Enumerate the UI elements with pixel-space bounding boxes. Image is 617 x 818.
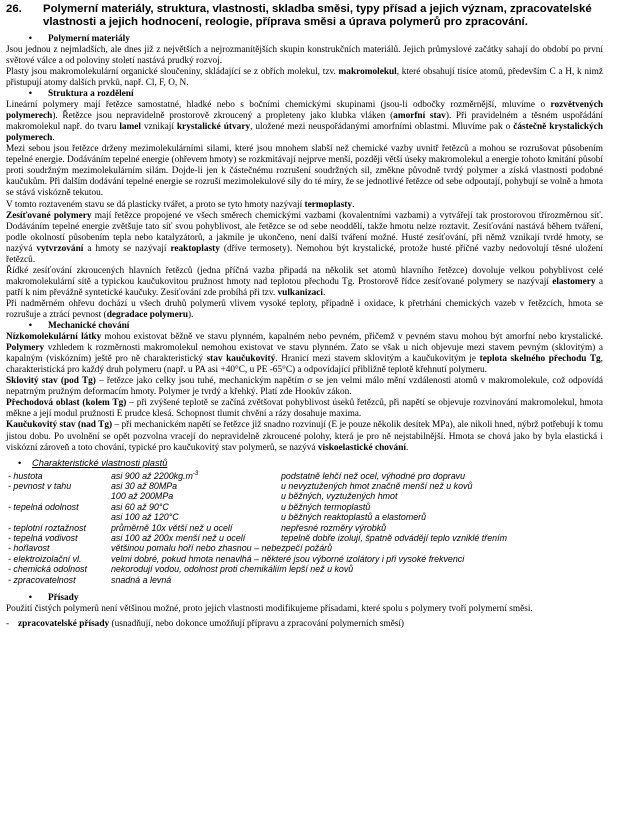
table-row: - chemická odolnost nekorodují vodou, odolnost proti chemikáliím lepší než u kovů [8,564,354,575]
paragraph: Řídké zesíťování zkroucených hlavních řetězců (jedna příčná vazba připadá na několik set atomů hlavního řetězce) dovoluje velkou pohyblivost celé makromolekulární sítě a typickou kaučukovitou pružnost hmoty nad teplotou přechodu Tg. Prostorově řídce zesíťované polymery se nazývají elastomery a patří k nim převážně syntetické kaučuky. Zesíťování zde probíhá při tzv. vulkanizaci. [6,265,603,298]
paragraph: Sklovitý stav (pod Tg) – řetězce jako celky jsou tuhé, mechanickým napětím σ se jen velmi málo mění vzdálenosti atomů v makromolekule, což odpovídá nepatrným pružným deformacím hmoty. Polymer je tvrdý a křehký. Platí zde Hookův zákon. [6,376,603,398]
paragraph: Nízkomolekulární látky mohou existovat běžně ve stavu plynném, kapalném nebo pevném, přičemž v pevném stavu mohou být amorfní nebo krystalické. Polymery vzhledem k rozměrnosti makromolekul nemohou existovat ve stavu plynném. Zato se však u nich objevuje mezi stavem pevným (sklovitým) a kapalným (viskózním) ještě pro ně charakteristický stav kaučukovitý. Hranicí mezi stavem sklovitým a kaučukovitým je teplota skelného přechodu Tg, charakteristická pro každý druh polymeru (např. u PA asi +40°C, u PE -65°C) a odpovídající přibližně teplotě křehnutí polymeru. [6,332,603,376]
dash-marker: - [6,619,10,630]
bullet-icon: • [18,457,22,468]
section-heading-properties: • Charakteristické vlastnosti plastů [6,458,603,469]
section-heading-mechanical: • Mechanické chování [6,321,603,332]
paragraph: Zesíťované polymery mají řetězce propojené ve všech směrech chemickými vazbami (kovalentními vazbami) a vytvářejí tak prostorovou třírozměrnou síť. Dodáváním tepelné energie zvětšuje tato síť svou pohyblivost, ale řetězce se od sebe neoddělí, takže hmotu nelze roztavit. Zesíťování nastává během tváření, podle okolností působením tepla nebo katalyzátorů, a jakmile je ukončeno, není další tváření možné. Husté zesíťování, při němž vznikají tvrdé hmoty, se nazývá vytvrzování a hmoty se nazývají reaktoplasty (dříve termosety). Nemohou být krystalické, protože husté příčné vazby nedovolují těsné uložení řetězců. [6,210,603,265]
properties-table [8,471,507,585]
table-row: asi 100 až 120°C u běžných reaktoplastů a elastomerů [111,512,427,523]
table-row: - tepelná vodivost asi 100 až 200x menší než u ocelí tepelně dobře izolují, špatně odvádějí teplo vzniklé třením [8,533,507,544]
table-row: - teplotní roztažnost průměrně 10x větší než u ocelí nepřesné rozměry výrobků [8,522,387,533]
paragraph: V tomto roztaveném stavu se dá plasticky tvářet, a proto se tyto hmoty nazývají termoplasty. [6,199,355,210]
document-body [6,34,603,630]
bullet-icon: • [28,33,32,44]
question-number: 26. [6,3,22,15]
table-row: - zpracovatelnost snadná a levná [8,574,172,585]
table-row: - hustota asi 900 až $2200kg.m^{-3}$ podstatně lehčí než ocel, výhodné pro dopravu [8,470,466,481]
bullet-icon: • [28,89,32,100]
bullet-icon: • [28,593,32,604]
table-row: - tepelná odolnost asi 60 až 90°C u běžných termoplastů [8,501,371,512]
paragraph: Jsou jednou z nejmladších, ale dnes již z největších a nejrozmanitějších skupin konstrukčních materiálů. Jejich průmyslové začátky sahají do období po první světové válce a od poloviny století nastává prudký rozvoj. [6,44,603,66]
paragraph: Lineární polymery mají řetězce samostatné, hladké nebo s bočními chemickými skupinami (jsou-li odbočky rozměrnější, mluvíme o rozvětvených polymerech). Řetězce jsou nepravidelně prostorově zkroucený a propleteny jako klubka vláken (amorfní stav). Při pravidelném a těsném uspořádání makromolekul např. do tvaru lamel vznikají krystalické útvary, uložené mezi neuspořádanými amorfními oblastmi. Mluvíme pak o částečně krystalických polymerech. [6,100,603,144]
section-heading-structure: • Struktura a rozdělení [6,89,603,100]
question-title: Polymerní materiály, struktura, vlastnosti, skladba směsi, typy přísad a jejich význam, zpracovatelské vlastnosti a jejich hodnocení, reologie, příprava směsi a úprava polymerů pro zpracování. [43,3,592,29]
paragraph: Přechodová oblast (kolem Tg) – při zvýšené teplotě se začíná zvětšovat pohyblivost úseků řetězců, při napětí se objevuje rozvinování makromolekul, hmota měkne a její modul pružnosti E prudce klesá. Schopnost tlumit chvění a rázy dosahuje maxima. [6,398,603,420]
paragraph: Plasty jsou makromolekulární organické sloučeniny, skládající se z obřích molekul, tzv. makromolekul, které obsahují tisíce atomů, především C a H, k nimž přistupují atomy dalších prvků, např. Cl, F, O, N. [6,66,603,88]
document-header [6,3,603,30]
section-heading-materials: • Polymerní materiály [6,34,603,45]
paragraph: Při nadměrném ohřevu dochází u všech druhů polymerů vlivem vysoké teploty, případně i oxidace, k přetrhání chemických vazeb v řetězcích, hmota se rozrušuje a ztrácí pevnost (degradace polymeru). [6,298,603,320]
paragraph: Použití čistých polymerů není většinou možné, proto jejich vlastnosti modifikujeme přísadami, které spolu s polymery tvoří polymerní směsi. [6,604,533,615]
section-heading-additives: • Přísady [6,593,603,604]
list-item: - zpracovatelské přísady (usnadňují, nebo dokonce umožňují přípravu a zpracování polymerních směsí) [6,619,404,630]
paragraph: Kaučukovitý stav (nad Tg) – při mechanickém napětí se řetězce již snadno rozvinují (E je pouze několik desítek MPa), ale nikoli hned, nýbrž potřebují k tomu jistou dobu. Po uvolnění se opět pozvolna vracejí do nepravidelně zkroucené polohy, která je pro ně nejstabilnější. Hmota se chová jako by byla elastická i viskózní zároveň a toto chování, typické pro kaučukovitý stav polymerů, se nazývá viskoelastické chování. [6,420,603,453]
table-row: - elektroizolační vl. velmi dobré, pokud hmota nenavlhá – některé jsou výborné izolátory i při vysoké frekvenci [8,553,465,564]
table-row: 100 až 200MPa u běžných, vyztužených hmot [111,491,398,502]
bullet-icon: • [28,321,32,332]
table-row: - hořlavost většinou pomalu hoří nebo zhasnou – nebezpečí požárů [8,543,333,554]
table-row: - pevnost v tahu asi 30 až 80MPa u nevyztužených hmot značně menší než u kovů [8,481,473,492]
paragraph: Mezi sebou jsou řetězce drženy mezimolekulárními silami, které jsou mnohem slabší než chemické vazby uvnitř řetězců a mohou se rozrušovat působením tepelné energie. Dodáváním tepelné energie (ohřevem hmoty) se rozkmitávají nejprve menší, později větší úseky makromolekul a energie tohoto kmitání působí proti soudržným mezimolekulárním silám. Dojde-li jen k částečnému rozrušení soudržných sil, změkne původně tvrdý polymer a získá vlastnosti podobné kaučukům. Při dalším dodávání tepelné energie se rozruší mezimolekulové síly do té míry, že se jednotlivé řetězce od sebe odpoutají, pohybují se volně a hmota se stává viskózně tekutou. [6,144,603,199]
